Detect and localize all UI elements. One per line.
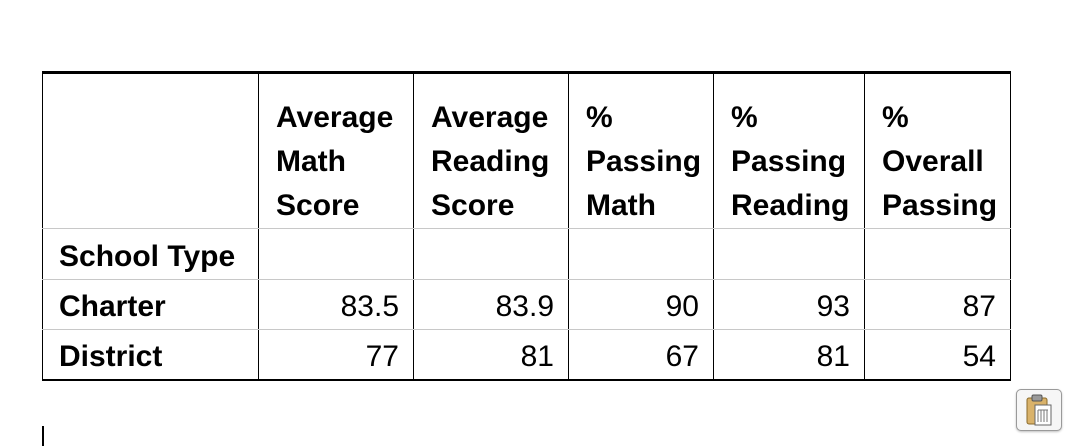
header-passing-math: % Passing Math — [569, 73, 714, 229]
paste-options-button[interactable] — [1016, 389, 1062, 431]
table-cell: 67 — [569, 330, 714, 381]
header-passing-reading: % Passing Reading — [714, 73, 865, 229]
header-overall-passing: % Overall Passing — [865, 73, 1011, 229]
table-cell: 90 — [569, 280, 714, 330]
table-cell-empty — [569, 229, 714, 280]
row-label: Charter — [43, 280, 259, 330]
table-cell: 54 — [865, 330, 1011, 381]
table-cell: 87 — [865, 280, 1011, 330]
index-label: School Type — [43, 229, 259, 280]
header-average-math-score: Average Math Score — [259, 73, 414, 229]
table-cell: 77 — [259, 330, 414, 381]
index-label-row — [43, 229, 1011, 280]
table-cell: 93 — [714, 280, 865, 330]
table-cell: 81 — [414, 330, 569, 381]
table-cell: 81 — [714, 330, 865, 381]
table-cell-empty — [865, 229, 1011, 280]
text-cursor — [42, 426, 44, 446]
table-cell: 83.5 — [259, 280, 414, 330]
table-cell-empty — [259, 229, 414, 280]
table-cell-empty — [414, 229, 569, 280]
table-row — [43, 330, 1011, 381]
column-header-row — [43, 73, 1011, 229]
clipboard-icon — [1025, 394, 1053, 426]
table-row — [43, 280, 1011, 330]
table-cell: 83.9 — [414, 280, 569, 330]
table-cell-empty — [714, 229, 865, 280]
school-type-summary-table — [42, 71, 1011, 381]
row-label: District — [43, 330, 259, 381]
header-average-reading-score: Average Reading Score — [414, 73, 569, 229]
header-cell-empty — [43, 73, 259, 229]
